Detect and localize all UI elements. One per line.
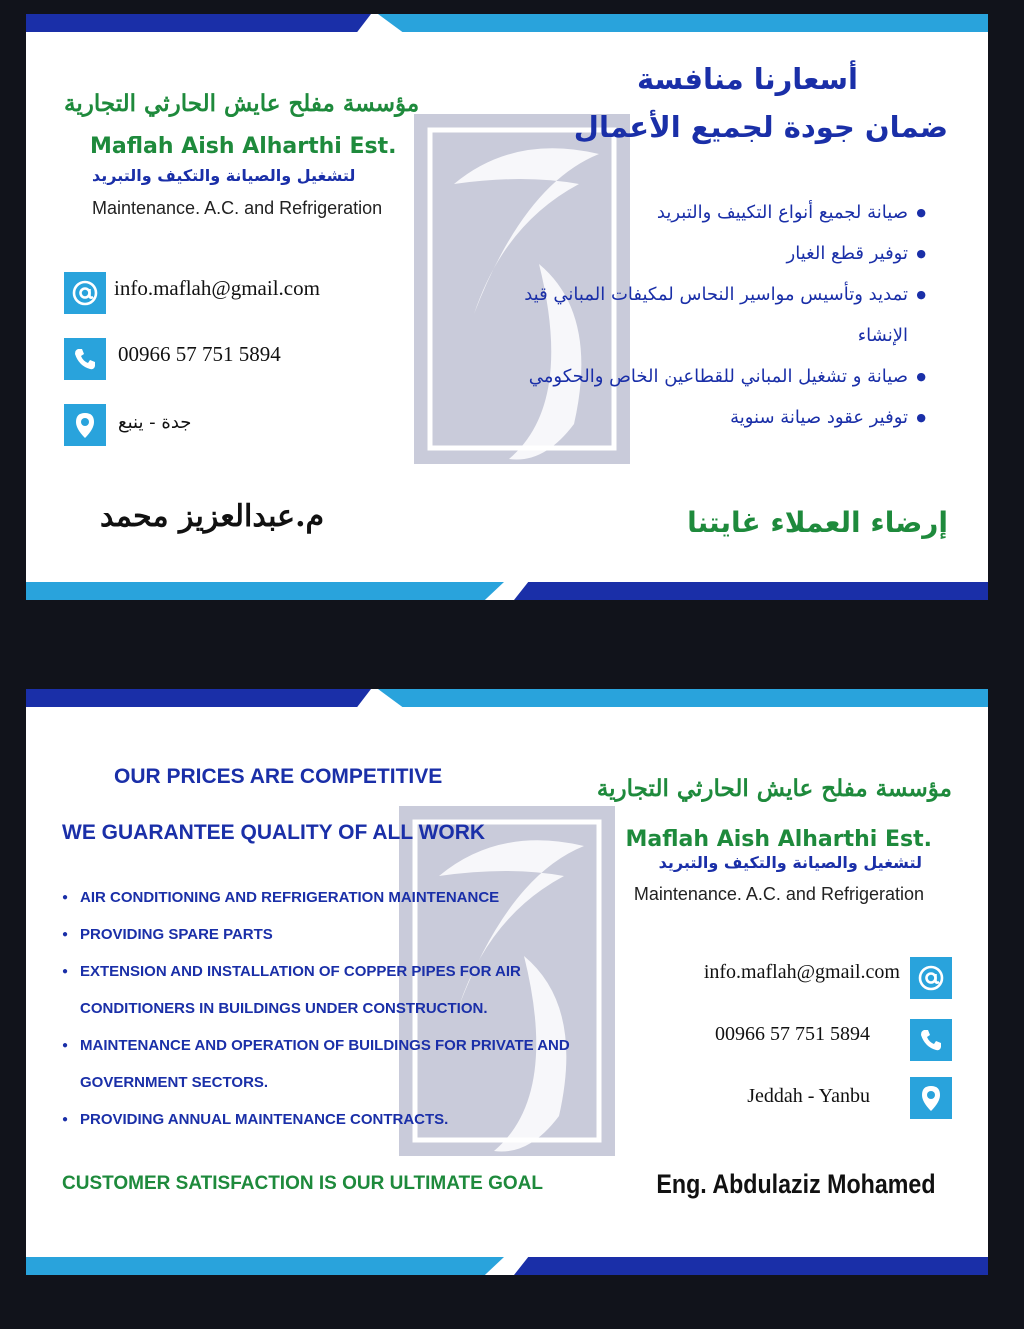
location-text: Jeddah - Yanbu (747, 1085, 870, 1107)
slogan-competitive-prices: أسعارنا منافسة (636, 62, 858, 96)
at-icon (64, 272, 106, 314)
business-card-back-english (26, 689, 988, 1275)
location-pin-icon (64, 404, 106, 446)
slogan-quality-guarantee: ضمان جودة لجميع الأعمال (573, 110, 948, 144)
services-tagline-english: Maintenance. A.C. and Refrigeration (92, 198, 383, 218)
person-name: Eng. Abdulaziz Mohamed (656, 1169, 936, 1199)
email-text[interactable]: info.maflah@gmail.com (114, 276, 320, 300)
company-name-arabic: مؤسسة مفلح عايش الحارثي التجارية (64, 90, 420, 117)
phone-text[interactable]: 00966 57 751 5894 (715, 1023, 870, 1045)
customer-satisfaction-goal: CUSTOMER SATISFACTION IS OUR ULTIMATE GOAL (62, 1173, 543, 1194)
slogan-quality-guarantee: WE GUARANTEE QUALITY OF ALL WORK (62, 821, 486, 844)
service-list (486, 192, 926, 438)
list-item: ● توفير قطع الغيار (486, 233, 926, 274)
company-name-english: Maflah Aish Alharthi Est. (90, 134, 397, 159)
location-pin-icon (910, 1077, 952, 1119)
customer-satisfaction-goal: إرضاء العملاء غايتنا (687, 506, 948, 539)
list-item: ● توفير عقود صيانة سنوية (486, 397, 926, 438)
list-item: ● صيانة و تشغيل المباني للقطاعين الخاص والحكومي (486, 356, 926, 397)
bottom-color-band (26, 582, 988, 600)
list-item: ● MAINTENANCE AND OPERATION OF BUILDINGS FOR PRIVATE AND GOVERNMENT SECTORS. (62, 1027, 582, 1101)
phone-text[interactable]: 00966 57 751 5894 (118, 342, 281, 366)
services-tagline-english: Maintenance. A.C. and Refrigeration (633, 884, 924, 904)
person-name: م.عبدالعزيز محمد (100, 499, 325, 534)
phone-icon (910, 1019, 952, 1061)
top-color-band (26, 689, 988, 707)
location-text: جدة - ينبع (118, 412, 192, 433)
email-text[interactable]: info.maflah@gmail.com (703, 961, 900, 983)
company-name-english: Maflah Aish Alharthi Est. (625, 827, 932, 852)
services-tagline-arabic: لتشغيل والصيانة والتكيف والتبريد (92, 166, 356, 185)
services-tagline-arabic: لتشغيل والصيانة والتكيف والتبريد (658, 853, 922, 872)
top-color-band (26, 14, 988, 32)
phone-icon (64, 338, 106, 380)
service-list (62, 879, 582, 1138)
business-card-front-arabic (26, 14, 988, 600)
slogan-competitive-prices: OUR PRICES ARE COMPETITIVE (114, 765, 443, 788)
list-item: ● EXTENSION AND INSTALLATION OF COPPER PIPES FOR AIR CONDITIONERS IN BUILDINGS UNDER CONSTRUCTION. (62, 953, 582, 1027)
bottom-color-band (26, 1257, 988, 1275)
list-item: ● صيانة لجميع أنواع التكييف والتبريد (486, 192, 926, 233)
list-item: ● AIR CONDITIONING AND REFRIGERATION MAINTENANCE (62, 879, 582, 916)
list-item: ● تمديد وتأسيس مواسير النحاس لمكيفات المباني قيد الإنشاء (486, 274, 926, 356)
company-name-arabic: مؤسسة مفلح عايش الحارثي التجارية (596, 775, 952, 802)
at-icon (910, 957, 952, 999)
list-item: ● PROVIDING SPARE PARTS (62, 916, 582, 953)
list-item: ● PROVIDING ANNUAL MAINTENANCE CONTRACTS. (62, 1101, 582, 1138)
